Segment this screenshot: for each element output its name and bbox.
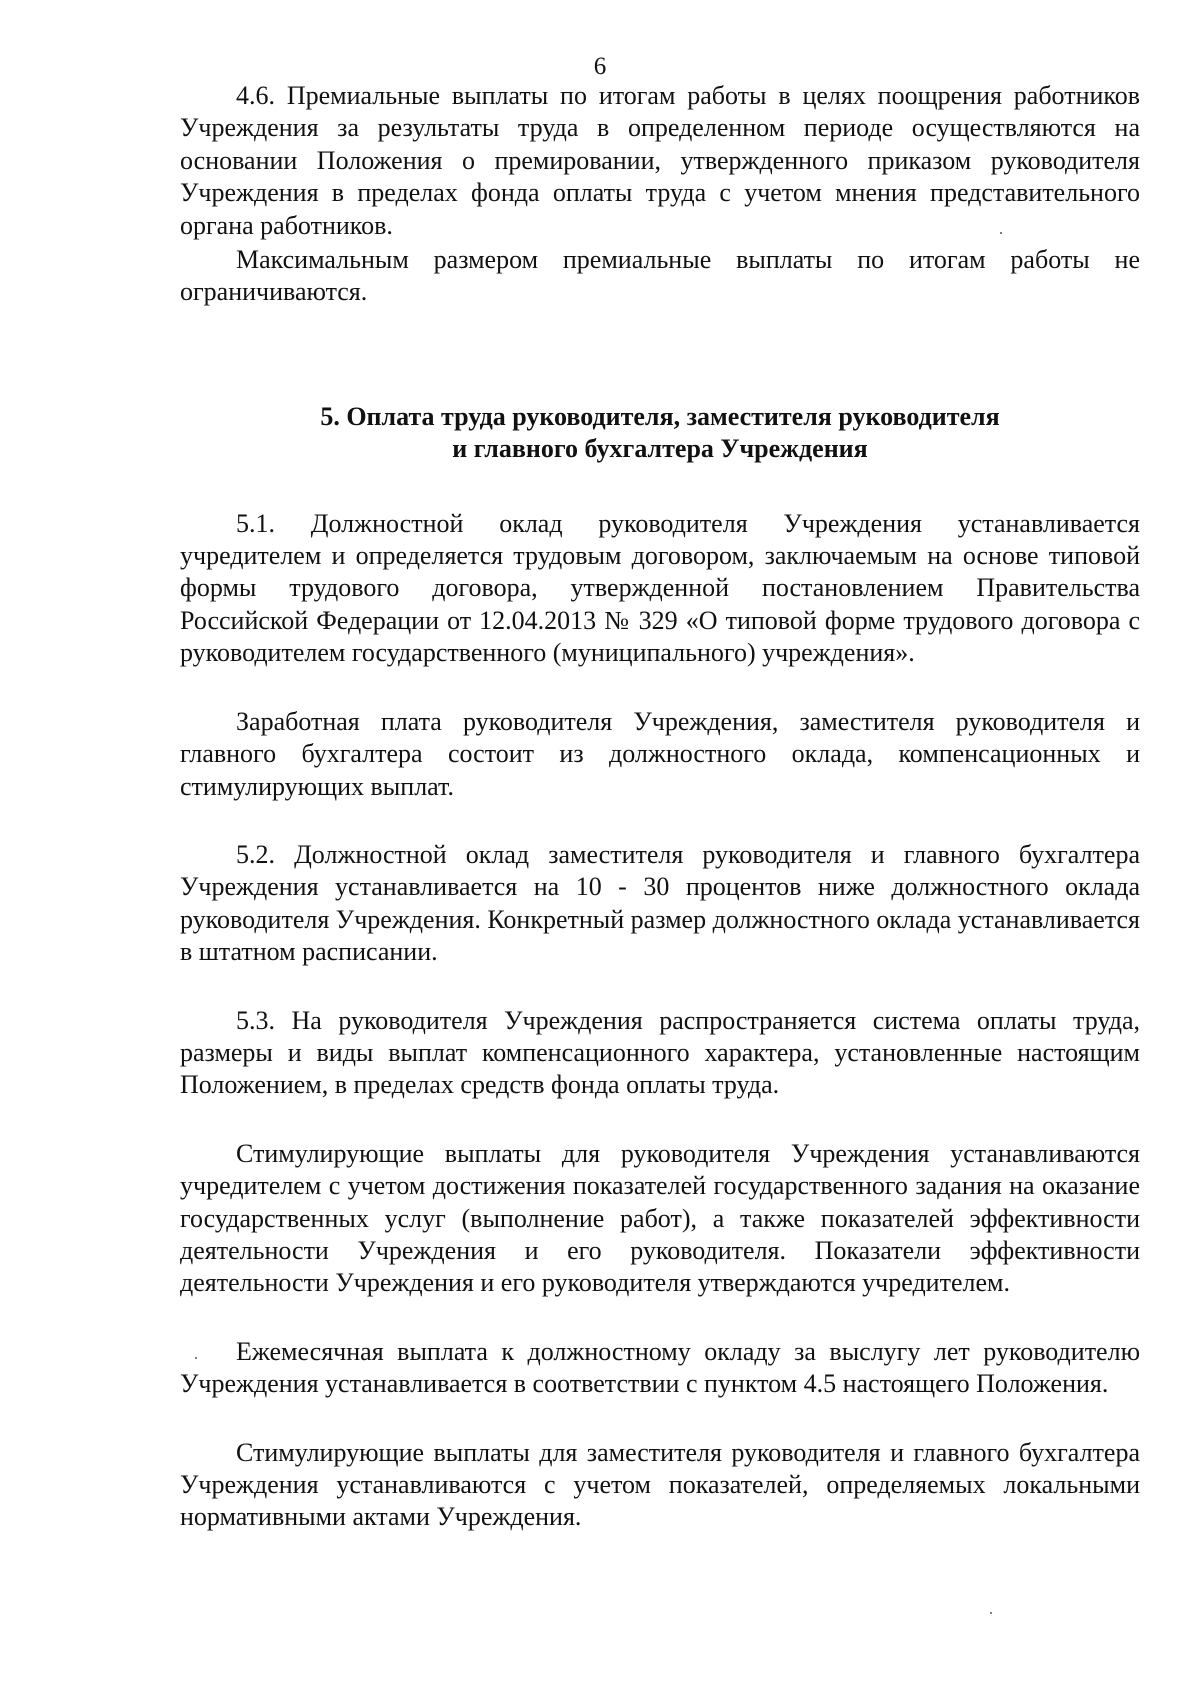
section-5-heading (180, 401, 1140, 466)
scan-speck (1000, 232, 1002, 234)
paragraph-4-6: 4.6. Премиальные выплаты по итогам работы в целях поощрения работников Учреждения за результаты труда в определенном периоде осуществляются на основании Положения о премировании, утвержденного приказом руководителя Учреждения в пределах фонда оплаты труда с учетом мнения представительного органа работников. (180, 81, 1140, 240)
paragraph-5-2: 5.2. Должностной оклад заместителя руководителя и главного бухгалтера Учреждения устанавливается на 10 - 30 процентов ниже должностного оклада руководителя Учреждения. Конкретный размер должностного оклада устанавливается в штатном расписании. (180, 839, 1140, 967)
paragraph-4-6-max-size: Максимальным размером премиальные выплаты по итогам работы не ограничиваются. (180, 245, 1140, 307)
section-5-heading-line2: и главного бухгалтера Учреждения (452, 434, 868, 464)
paragraph-deputy-incentives: Стимулирующие выплаты для заместителя руководителя и главного бухгалтера Учреждения устанавливаются с учетом показателей, определяемых локальными нормативными актами Учреждения. (180, 1437, 1140, 1532)
section-5-heading-line1: 5. Оплата труда руководителя, заместителя руководителя (320, 401, 1000, 431)
paragraph-5-1: 5.1. Должностной оклад руководителя Учреждения устанавливается учредителем и определяется трудовым договором, заключаемым на основе типовой формы трудового договора, утвержденной постановлением Правительства Российской Федерации от 12.04.2013 № 329 «О типовой форме трудового договора с руководителем государственного (муниципального) учреждения». (180, 508, 1140, 668)
scan-speck (990, 1612, 992, 1614)
paragraph-head-incentives: Стимулирующие выплаты для руководителя Учреждения устанавливаются учредителем с учетом достижения показателей государственного задания на оказание государственных услуг (выполнение работ), а также показателей эффективности деятельности Учреждения и его руководителя. Показатели эффективности деятельности Учреждения и его руководителя утверждаются учредителем. (180, 1138, 1140, 1298)
paragraph-5-3: 5.3. На руководителя Учреждения распространяется система оплаты труда, размеры и виды выплат компенсационного характера, установленные настоящим Положением, в пределах средств фонда оплаты труда. (180, 1005, 1140, 1100)
page-content (180, 80, 1140, 1534)
paragraph-monthly-seniority-payment: Ежемесячная выплата к должностному окладу за выслугу лет руководителю Учреждения устанавливается в соответствии с пунктом 4.5 настоящего Положения. (180, 1336, 1140, 1399)
paragraph-salary-composition: Заработная плата руководителя Учреждения, заместителя руководителя и главного бухгалтера состоит из должностного оклада, компенсационных и стимулирующих выплат. (180, 706, 1140, 801)
scan-speck (195, 1357, 197, 1359)
page-number: 6 (593, 53, 607, 80)
